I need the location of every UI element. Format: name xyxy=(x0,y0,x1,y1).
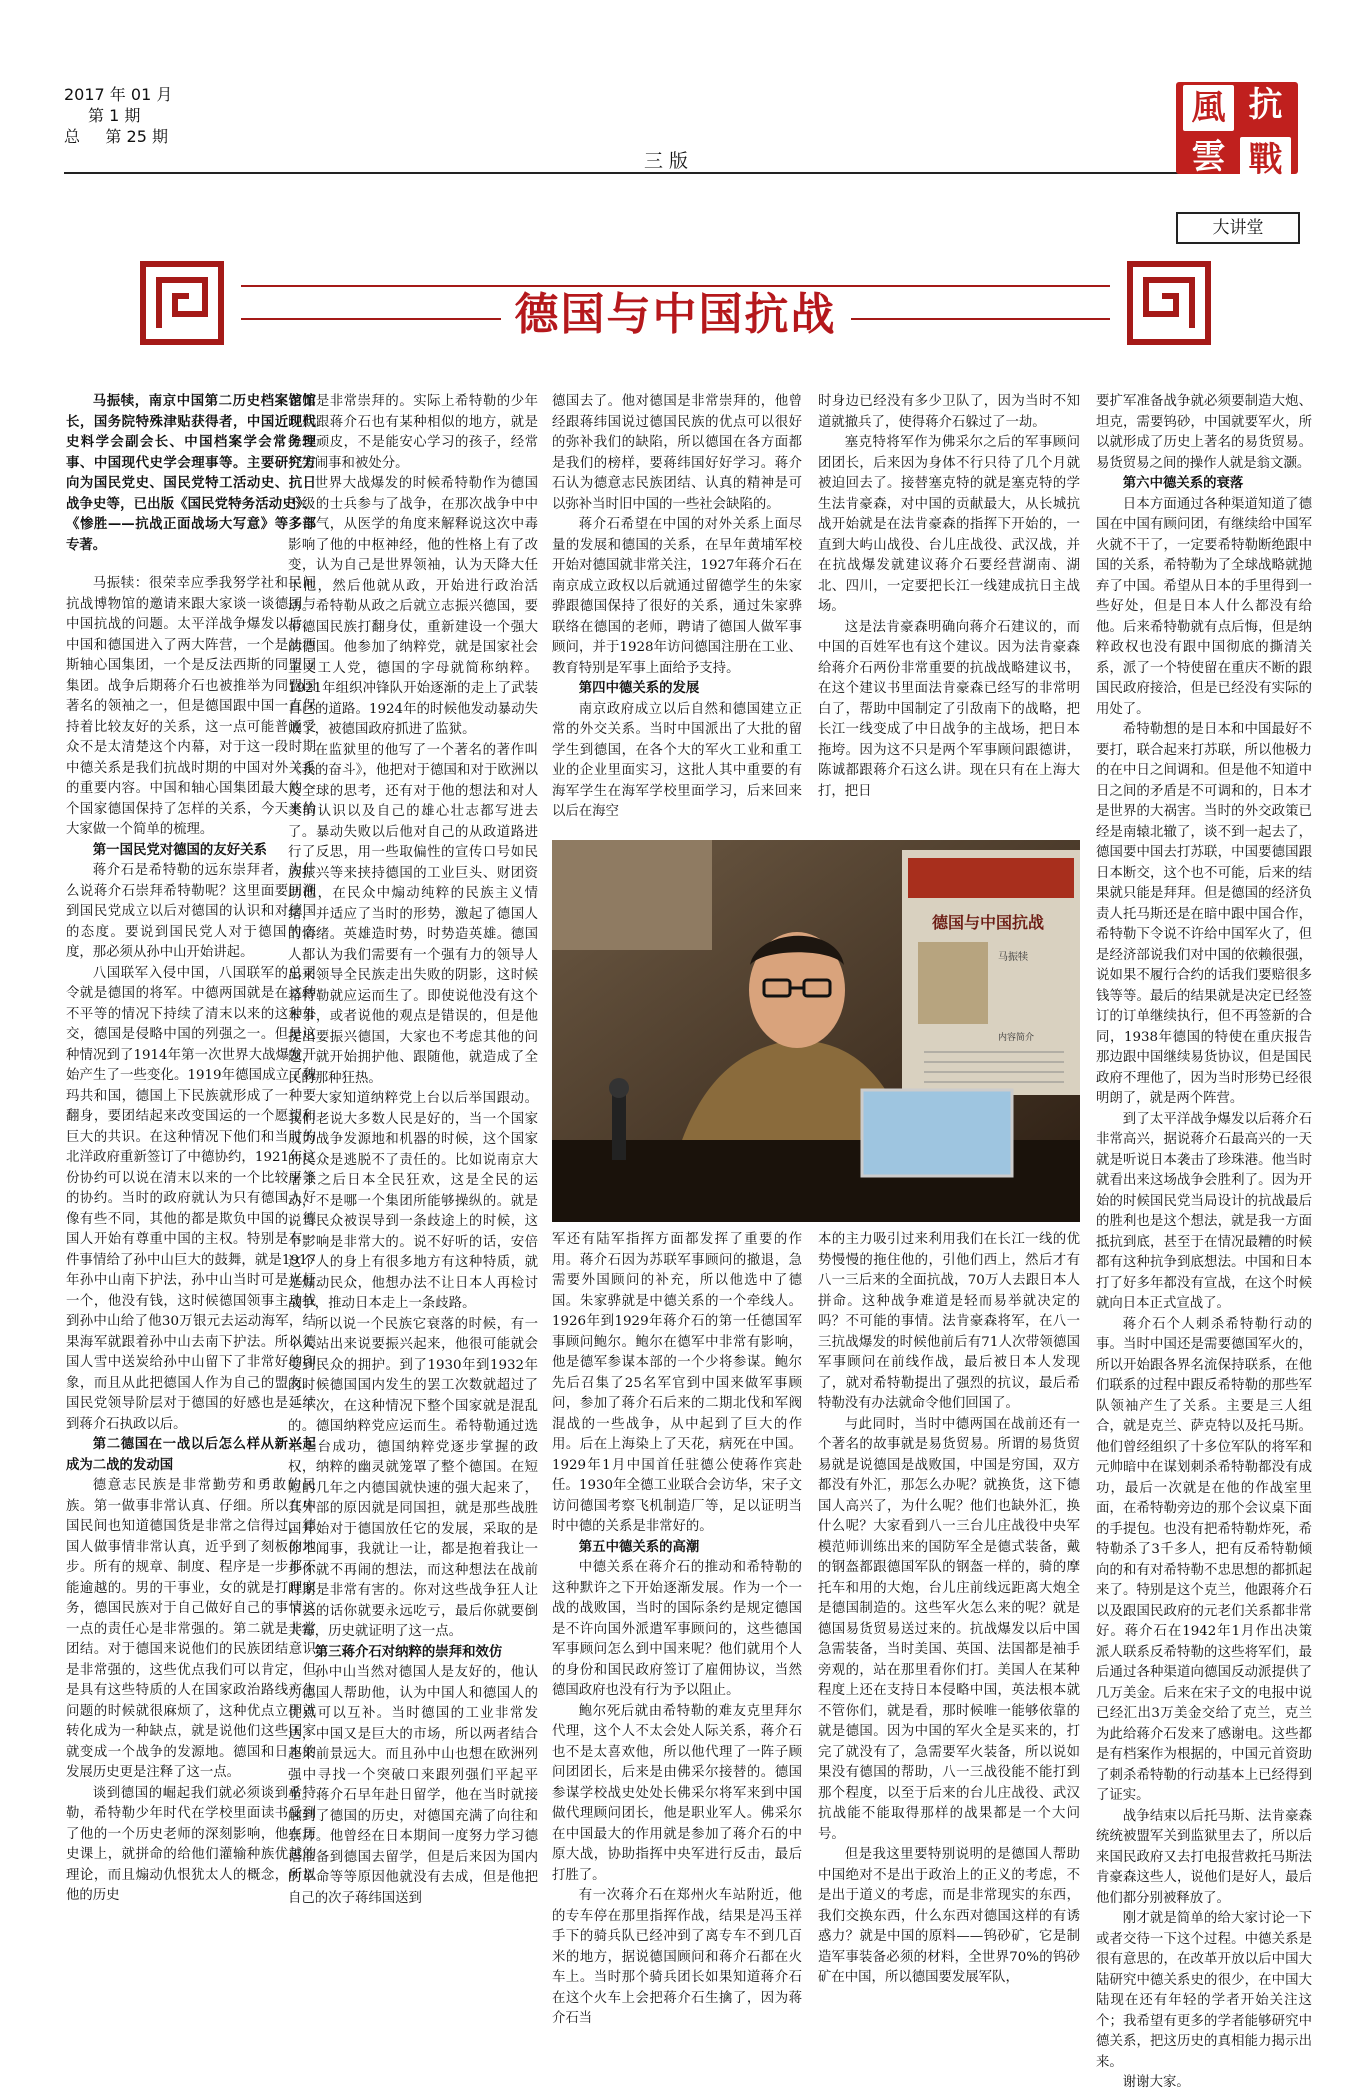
section-heading: 第六中德关系的衰落 xyxy=(1122,476,1244,491)
paragraph: 中德关系在蒋介石的推动和希特勒的这种默许之下开始逐渐发展。作为一个一战的战败国，当时的国际条约是规定德国是不许向国外派遣军事顾问的，这些德国军事顾问怎么到中国来呢？他们就用个人的身份和国民政府签订了雇佣协议，当然德国政府也没有行为予以阻止。 xyxy=(552,1560,802,1698)
paragraph: 马振犊：很荣幸应季我努学社和民间抗战博物馆的邀请来跟大家谈一谈德国与中国抗战的问题。太平洋战争爆发以后，中国和德国进入了两大阵营，一个是法西斯轴心国集团，一个是反法西斯的同盟国集团。战争后期蒋介石也被推举为同盟国著名的领袖之一，但是德国跟中国一直保持着比较友好的关系，这一点可能普通受众不是太清楚这个内幕，对于这一段时期中德关系是我们抗战时期的中国对外关系的重要内容。中国和轴心国集团最大的一个国家德国保持了怎样的关系，今天来给大家做一个简单的梳理。 xyxy=(66,576,316,837)
banner-caption: 内容简介 xyxy=(998,1033,1035,1043)
paragraph: 南京政府成立以后自然和德国建立正常的外交关系。当时中国派出了大批的留学生到德国，在各个大的军火工业和重工业的企业里面实习，这批人其中重要的有海军学生在海军学校里面学习，后来回来以后在海空 xyxy=(552,701,802,819)
paragraph: 蒋介石希望在中国的对外关系上面尽量的发展和德国的关系，在早年黄埔军校开始对德国就非常关注，1927年蒋介石在南京成立政权以后就通过留德学生的朱家骅跟德国保持了很好的关系，通过朱家骅联络在德国的老师，聘请了德国人做军事顾问，并于1928年访问德国注册在工业、教育特别是军事上面给予支持。 xyxy=(552,517,802,676)
logo-char: 抗 xyxy=(1248,85,1283,125)
masthead-date xyxy=(64,84,172,147)
banner-header xyxy=(908,858,1074,898)
paragraph: 蒋介石是希特勒的远东崇拜者，为什么说蒋介石崇拜希特勒呢？这里面要回溯到国民党成立以后对德国的认识和对德国的态度。要说到国民党人对于德国的态度，那必须从孙中山开始讲起。 xyxy=(66,863,316,960)
article-column-5 xyxy=(1096,392,1312,2090)
section-heading: 第四中德关系的发展 xyxy=(578,681,700,696)
article-column-1 xyxy=(66,392,316,1907)
paragraph: 蒋介石个人刺杀希特勒行动的事。当时中国还是需要德国军火的，所以开始跟各界名流保持联系，在他们联系的过程中跟反希特勒的那些军队领袖产生了关系。主要是三人组合，就是克兰、萨克特以及托马斯。他们曾经组织了十多位军队的将军和元帅暗中在谋划刺杀希特勒都没有成功，最后一次就是在他的作战室里面，在希特勒旁边的那个会议桌下面的手提包。也没有把希特勒炸死，希特勒杀了3千多人，把有反希特勒倾向的和有对希特勒不忠思想的都抓起来了。特别是这个克兰，他跟蒋介石以及跟国民政府的元老们关系都非常好。蒋介石在1942年1月作出决策派人联系反希特勒的这些将军们，最后通过各种渠道向德国反动派提供了几万美金。后来在宋子文的电报中说已经汇出3万美金交给了克兰，克兰为此给蒋介石发来了感谢电。这些都是有档案作为根据的，中国元首资助了刺杀希特勒的行动基本上已经得到了证实。 xyxy=(1096,1316,1312,1803)
section-heading: 第一国民党对德国的友好关系 xyxy=(92,842,267,858)
paragraph: 塞克特将军作为佛采尔之后的军事顾问团团长，后来因为身体不行只待了几个月就被迫回去了。接替塞克特的就是塞克特的学生法肯豪森，对中国的贡献最大，从长城抗战开始就是在法肯豪森的指挥下开始的，一直到大屿山战役、台儿庄战役、武汉战，并在抗战爆发就建议蒋介石要经营湖南、湖北、四川，一定要把长江一线建成抗日主战场。 xyxy=(818,435,1080,614)
paragraph: 八国联军入侵中国，八国联军的总司令就是德国的将军。中德两国就是在这种不平等的情况下持续了清末以来的这种外交，德国是侵略中国的列强之一。但是这种情况到了1914年第一次世界大战爆发开始产生了一些变化。1919年德国成立了魏玛共和国，德国上下民族就形成了一种要翻身，要团结起来改变国运的一个愿望和巨大的共识。在这种情况下他们和当时的北洋政府重新签订了中德协约，1921年这份协约可以说在清末以来的一个比较平等的协约。当时的政府就认为只有德国人好像有些不同，其他的都是欺负中国的，德国人开始有尊重中国的主权。特别是有一件事情给了孙中山巨大的鼓舞，就是1917年孙中山南下护法，孙中山当时可是光杆一个，他没有钱，这时候德国领事主动找到孙中山给了他30万银元去运动海军，结果海军就跟着孙中山去南下护法。所以德国人雪中送炭给孙中山留下了非常好的印象，而且从此把德国人作为自己的盟友。国民党领导阶层对于德国的好感也是延续到蒋介石执政以后。 xyxy=(66,965,316,1432)
paragraph: 这是法肯豪森明确向蒋介石建议的，而中国的百姓军也有这个建议。因为法肯豪森给蒋介石两份非常重要的抗战战略建议书，在这个建议书里面法肯豪森已经写的非常明白了，帮助中国制定了引敌南下的战略，把长江一线变成了中日战争的主战场，把日本拖垮。因为这不只是两个军事顾问跟德讲，陈诚都跟蒋介石这么讲。现在只有在上海大打，把日 xyxy=(818,619,1080,799)
paragraph: 孙中山当然对德国人是友好的，他认为德国人帮助他，认为中国人和德国人的优点可以互补。当时德国的工业非常发达，中国又是巨大的市场，所以两者结合起来前景远大。而且孙中山也想在欧洲列强中寻找一个突破口来跟列强们平起平坐。蒋介石早年赴日留学，他在当时就接触到了德国的历史，对德国充满了向往和崇拜。他曾经在日本期间一度努力学习德语准备到德国去留学，但是后来因为国内的革命等等原因他就没有去成，但是他把自己的次子蒋纬国送到 xyxy=(288,1665,538,1906)
paragraph: 大家知道纳粹党上台以后举国跟动。我们老说大多数人民是好的，当一个国家成为战争发源地和机器的时候，这个国家的民众是逃脱不了责任的。比如说南京大屠杀之后日本全民狂欢，这是全民的运动，不是哪一个集团所能够操纵的。就是说当民众被误导到一条歧途上的时候，这个影响是非常大的。说不好听的话，安倍这个人的身上有很多地方有这种特质，就是煽动民众，他想办法不让日本人再检讨战争，推动日本走上一条歧路。 xyxy=(288,1091,538,1311)
paragraph: 本的主力吸引过来利用我们在长江一线的优势慢慢的拖住他的，引他们西上，然后才有八一三后来的全面抗战，70万人去跟日本人拼命。这种战争难道是轻而易举就决定的吗？不可能的事情。法肯豪森将军，在八一三抗战爆发的时候他前后有71人次带领德国军事顾问在前线作战，最后被日本人发现了，就对希特勒提出了强烈的抗议，最后希特勒没有办法就命令他们回国了。 xyxy=(818,1232,1080,1411)
paragraph: 要扩军准备战争就必须要制造大炮、坦克，需要钨砂，中国就要军火，所以就形成了历史上著名的易货贸易。易货贸易之间的操作人就是翁文灏。 xyxy=(1096,394,1312,471)
paragraph: 所以说一个民族它衰落的时候，有一个人站出来说要振兴起来，他很可能就会受到民众的拥护。到了1930年到1932年的时候德国国内发生的罢工次数就超过了一千次，在这种情况下整个国家就是混乱的。德国纳粹党应运而生。希特勒通过选举上台成功，德国纳粹党逐步掌握的政权，纳粹的幽灵就笼罩了整个德国。在短短的几年之内德国就快速的强大起来了，其外部的原因就是同国担，就是那些战胜国开始对于德国放任它的发展，采取的是你不闻事，我就让一让，都是抱着我让一步你就不再闹的想法，而这种想法在战前时期是非常有害的。你对这些战争狂人让下去的话你就要永远吃亏，最后你就要倒大霉，历史就证明了这一点。 xyxy=(288,1316,538,1639)
article-title: 德国与中国抗战 xyxy=(137,278,1214,342)
paragraph: 军还有陆军指挥方面都发挥了重要的作用。蒋介石因为苏联军事顾问的撤退，急需要外国顾问的补充，所以他选中了德国。朱家骅就是中德关系的一个牵线人。1926年到1929年蒋介石的第一任德国军事顾问鲍尔。鲍尔在德军中非常有影响，他是德军参谋本部的一个少将参谋。鲍尔先后召集了25名军官到中国来做军事顾问，参加了蒋介石后来的二期北伐和军阀混战的一些战争，从中起到了巨大的作用。后在上海染上了天花，病死在中国。1929年1月中国首任驻德公使蒋作宾赴任。1930年全德工业联合会访华，宋子文访问德国考察飞机制造厂等，足以证明当时中德的关系是非常好的。 xyxy=(552,1232,802,1534)
paragraph: 德国去了。他对德国是非常崇拜的，他曾经跟蒋纬国说过德国民族的优点可以很好的弥补我们的缺陷，所以德国在各方面都是我们的榜样，要蒋纬国好好学习。蒋介石认为德意志民族团结、认真的精神是可以弥补当时旧中国的一些社会缺陷的。 xyxy=(552,394,802,512)
logo-char: 戰 xyxy=(1240,137,1291,183)
wall-background xyxy=(552,840,712,950)
article-column-4-top xyxy=(818,392,1080,799)
section-heading: 第五中德关系的高潮 xyxy=(578,1539,700,1555)
issue-date: 2017 年 01 月 xyxy=(64,85,173,104)
header-rule xyxy=(64,172,1202,174)
page-label: 三 版 xyxy=(644,150,689,172)
paragraph: 刚才就是简单的给大家讨论一下或者交待一下这个过程。中德关系是很有意思的，在改革开放以后中国大陆研究中德关系史的很少，在中国大陆现在还有年轻的学者开始关注这个；我希望有更多的学者能够研究中德关系，把这历史的真相能力揭示出来。 xyxy=(1096,1911,1312,2070)
publication-logo xyxy=(1176,82,1298,180)
speaker-photo-illustration xyxy=(552,840,1080,1222)
issue-number: 第 1 期 xyxy=(88,106,141,125)
paragraph: 战争结束以后托马斯、法肯豪森统统被盟军关到监狱里去了，所以后来国民政府又去打电报营救托马斯法肯豪森这些人，说他们是好人，最后他们都分别被释放了。 xyxy=(1096,1808,1312,1906)
paragraph: 鲍尔死后就由希特勒的难友克里拜尔代理，这个人不太会处人际关系，蒋介石也不是太喜欢他，所以他代理了一阵子顾问团团长，后来是由佛采尔接替的。德国参谋学校战史处处长佛采尔将军来到中国做代理顾问团长，他是职业军人。佛采尔在中国最大的作用就是参加了蒋介石的中原大战，协助指挥中央军进行反击，最后打胜了。 xyxy=(552,1703,802,1883)
paragraph: 日本方面通过各种渠道知道了德国在中国有顾问团，有继续给中国军火就不干了，一定要希特勒断绝跟中国的关系，希特勒为了全球战略就抛弃了中国。希望从日本的手里得到一些好处，但是日本人什么都没有给他。后来希特勒就有点后悔，但是纳粹政权也没有跟中国彻底的撕清关系，派了一个特使留在重庆不断的跟国民政府接洽，但是已经没有实际的用处了。 xyxy=(1096,496,1312,717)
title-band xyxy=(137,258,1214,350)
article-column-3-top xyxy=(552,392,802,819)
closing-line: 谢谢大家。 xyxy=(1122,2075,1190,2090)
article-column-4-bottom xyxy=(818,1230,1080,1989)
author-bio: 马振犊，南京中国第二历史档案馆馆长，国务院特殊津贴获得者，中国近现代史料学会副会长、中国档案学会常务理事、中国现代史学会理事等。主要研究方向为国民党史、国民党特工活动史、抗日战争史等，已出版《国民党特务活动史》、《惨胜——抗战正面战场大写意》等多部专著。 xyxy=(66,394,316,553)
logo-char: 雲 xyxy=(1191,137,1226,177)
banner-title: 德国与中国抗战 xyxy=(931,913,1045,932)
microphone xyxy=(612,1090,626,1160)
section-tag: 大讲堂 xyxy=(1176,212,1300,244)
article-column-3-bottom xyxy=(552,1230,802,2030)
paragraph: 希特勒想的是日本和中国最好不要打，联合起来打苏联，所以他极力的在中日之间调和。但是他不知道中日之间的矛盾是不可调和的，日本才是世界的大祸害。当时的外交政策已经是南辕北辙了，谈不到一起去了，德国要中国去打苏联，中国要德国跟日本断交，这个也不可能，后来的结果就只能是拜拜。但是德国的经济负责人托马斯还是在暗中跟中国合作，希特勒下令说不许给中国军火了，但是经济部说我们对中国的依赖很强，说如果不履行合约的话我们要赔很多钱等等。最后的结果就是决定已经签订的订单继续执行，但不再签新的合同，1938年德国的特使在重庆报告那边跟中国继续易货协议，但是国民政府不理他了，因为当时形势已经很明朗了，就是两个阵营。 xyxy=(1096,722,1312,1106)
paragraph: 老师是非常崇拜的。实际上希特勒的少年时期跟蒋介石也有某种相似的地方，就是比较顽皮，不是能安心学习的孩子，经常打架闹事和被处分。 xyxy=(288,394,538,471)
fret-ornament-right xyxy=(1124,258,1214,348)
paragraph: 在监狱里的他写了一个著名的著作叫《我的奋斗》，他把对于德国和对于欧洲以及全球的思考，还有对于他的想法和对人类的认识以及自己的雄心壮志都写进去了。暴动失败以后他对自己的从政道路进行了反思，用一些取偏性的宣传口号如民族振兴等来挟持德国的工业巨头、财团资助他，在民众中煽动纯粹的民族主义情绪，并适应了当时的形势，激起了德国人的情绪。英雄造时势，时势造英雄。德国人都认为我们需要有一个强有力的领导人出来领导全民族走出失败的阴影，这时候希特勒就应运而生了。即使说他没有这个本事，或者说他的观点是错误的，但是他提出要振兴德国，大家也不考虑其他的问题，就开始拥护他、跟随他，就造成了全民的那种狂热。 xyxy=(288,742,538,1086)
laptop xyxy=(862,1090,1012,1176)
speaker-photo xyxy=(552,840,1080,1222)
paragraph: 德意志民族是非常勤劳和勇敢的民族。第一做事非常认真、仔细。所以在中国民间也知道德国货是非常之信得过，德国人做事情非常认真，近乎到了刻板的地步。所有的规章、制度、程序是一步都不能逾越的。男的干事业，女的就是打理家务，德国民族对于自己做好自己的事情这一点的责任心是非常强的。第二就是非常团结。对于德国来说他们的民族团结意识是非常强的，这些优点我们可以肯定，但是具有这些特质的人在国家政治路线产生问题的时候就很麻烦了，这种优点立即就转化成为一种缺点，就是说他们这些国家就变成一个战争的发源地。德国和日本的发展历史更是注释了这一点。 xyxy=(66,1478,316,1780)
logo-char: 風 xyxy=(1183,85,1234,131)
banner-caption: 马振犊 xyxy=(998,952,1028,963)
paragraph: 世界大战爆发的时候希特勒作为德国下级的士兵参与了战争，在那次战争中中了毒气，从医学的角度来解释说这次中毒影响了他的中枢神经，他的性格上有了改变，认为自己是世界领袖，认为天降大任于他，然后他就从政，开始进行政治活动。希特勒从政之后就立志振兴德国，要带德国民族打翻身仗，重新建设一个强大的德国。他参加了纳粹党，就是国家社会主义工人党，德国的字母就简称纳粹。1921年组织冲锋队开始逐渐的走上了武装自己的道路。1924年的时候他发动暴动失败了，被德国政府抓进了监狱。 xyxy=(288,476,538,737)
issue-total: 总 第 25 期 xyxy=(64,127,168,146)
section-heading: 第二德国在一战以后怎么样从新兴起成为二战的发动国 xyxy=(66,1437,316,1473)
paragraph: 有一次蒋介石在郑州火车站附近，他的专车停在那里指挥作战，结果是冯玉祥手下的骑兵队已经冲到了离专车不到几百米的地方，据说德国顾问和蒋介石都在火车上。当时那个骑兵团长如果知道蒋介石在这个火车上会把蒋介石生擒了，因为蒋介石当 xyxy=(552,1888,802,2026)
microphone-head xyxy=(609,1078,629,1098)
article-column-2 xyxy=(288,392,538,1909)
section-heading: 第三蒋介石对纳粹的崇拜和效仿 xyxy=(314,1644,503,1660)
paragraph: 到了太平洋战争爆发以后蒋介石非常高兴，据说蒋介石最高兴的一天就是听说日本袭击了珍珠港。他当时就看出来这场战争会胜利了。因为开始的时候国民党当局设计的抗战最后的胜利也是这个想法，就是我一方面抵抗到底，甚至于在情况最糟的时候都有这种抗争到底想法。中国和日本打了好多年都没有宣战，在这个时候就向日本正式宣战了。 xyxy=(1096,1111,1312,1311)
paragraph: 但是我这里要特别说明的是德国人帮助中国绝对不是出于政治上的正义的考虑，不是出于道义的考虑，而是非常现实的东西，我们交换东西，什么东西对德国这样的有诱惑力？就是中国的原料——钨砂矿，它是制造军事装备必须的材料，全世界70%的钨砂矿在中国，所以德国要发展军队， xyxy=(818,1847,1080,1985)
paragraph: 时身边已经没有多少卫队了，因为当时不知道就撤兵了，使得蒋介石躲过了一劫。 xyxy=(818,394,1080,430)
paragraph: 谈到德国的崛起我们就必须谈到希特勒，希特勒少年时代在学校里面读书受到了他的一个历史老师的深刻影响，他在历史课上，就拼命的给他们灌输种族优越的理论，而且煽动仇恨犹太人的概念，所以他的历史 xyxy=(66,1785,316,1903)
paragraph: 与此同时，当时中德两国在战前还有一个著名的故事就是易货贸易。所谓的易货贸易就是说德国是战败国，中国是穷国，双方都没有外汇，那怎么办呢？就换货，这下德国人高兴了，为什么呢？他们也缺外汇，换什么呢？大家看到八一三台儿庄战役中央军模范师训练出来的国防军全是德式装备，戴的钢盔都跟德国军队的钢盔一样的，骑的摩托车和用的大炮，台儿庄前线远距离大炮全是德国制造的。这些军火怎么来的呢？就是德国易货贸易送过来的。抗战爆发以后中国急需装备，当时美国、英国、法国都是袖手旁观的，站在那里看你们打。美国人在某种程度上还在支持日本侵略中国，英法根本就不管你们，就是看，那时候唯一能够依靠的就是德国。因为中国的军火全是买来的，打完了就没有了，急需要军火装备，所以说如果没有德国的帮助，八一三战役能不能打到那个程度，以至于后来的台儿庄战役、武汉抗战能不能取得那样的战果都是一个大问号。 xyxy=(818,1416,1080,1842)
banner-portrait xyxy=(918,942,988,1024)
